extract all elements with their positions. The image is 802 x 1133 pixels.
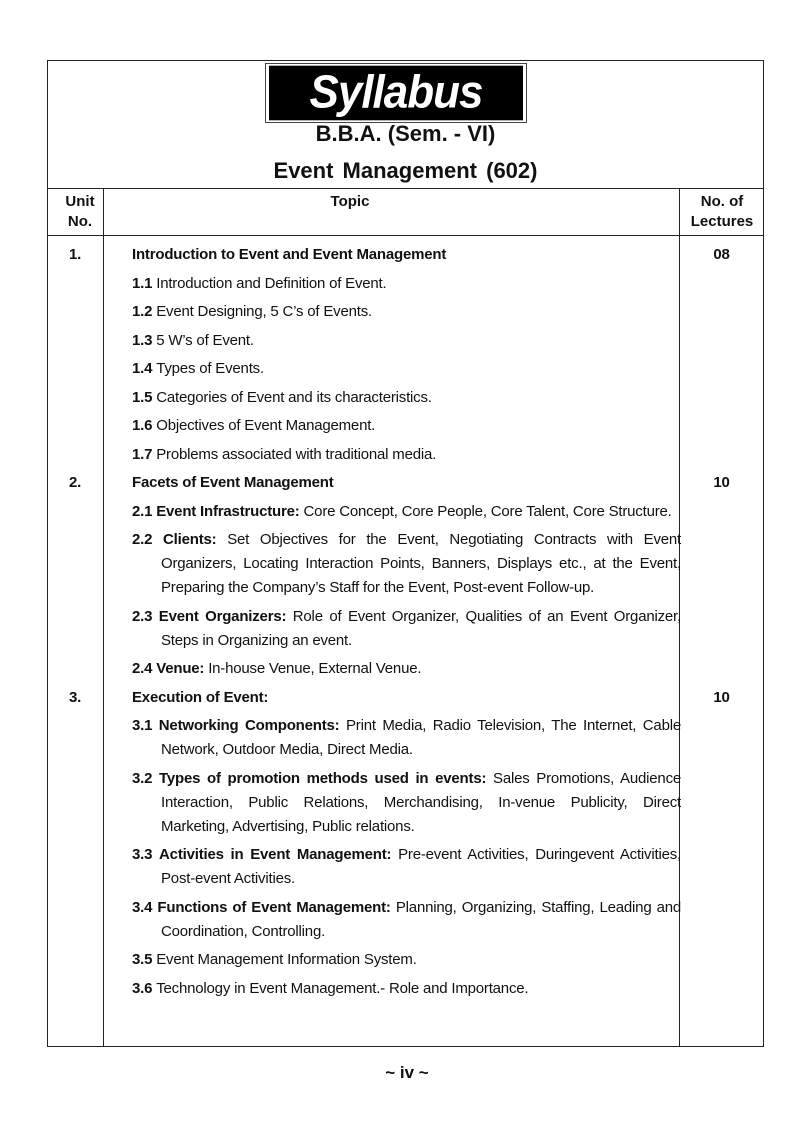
unit-title: Facets of Event Management [132,474,334,491]
item-title: Types of promotion methods used in events: [159,769,487,787]
item-text: In-house Venue, External Venue. [208,660,422,677]
divider [47,235,764,236]
item-text: Core Concept, Core People, Core Talent, Core Structure. [303,502,672,520]
item-text: Problems associated with traditional media. [156,445,437,463]
item-title: Event Infrastructure: [156,502,300,520]
syllabus-table-body [47,243,764,1001]
topic-item [132,657,681,681]
item-text: Sales Promotions, Audience Interaction, Public Relations, Merchandising, In-venue Publicity, Direct Marketing, Advertising, Public relations. [161,769,682,835]
divider [47,188,764,189]
item-number: 1.6 [132,417,153,434]
item-number: 3.1 [132,717,153,734]
topic-item [132,329,681,353]
item-number: 1.1 [132,274,153,292]
item-number: 3.4 [132,898,153,916]
header-topic: Topic [330,193,370,210]
item-text: Planning, Organizing, Staffing, Leading and Coordination, Controlling. [161,898,682,940]
unit-title: Introduction to Event and Event Management [132,246,447,263]
topic-item [132,414,681,438]
item-text: Categories of Event and its characteristics. [156,388,432,406]
item-title: Clients: [163,531,217,548]
item-number: 3.2 [132,769,153,787]
topic-item [132,443,681,467]
topic-item [132,896,681,944]
item-title: Event Organizers: [158,607,287,625]
unit-number: 3. [68,688,82,706]
item-number: 1.4 [132,360,153,377]
item-number: 2.2 [132,531,153,548]
topic-item [132,386,681,410]
topic-item [132,272,681,296]
unit-row [47,686,764,1001]
header-unit: Unit No. [65,193,95,230]
item-text: Objectives of Event Management. [156,417,376,434]
unit-title: Execution of Event: [132,688,269,706]
item-number: 1.2 [132,303,153,320]
item-text: Event Designing, 5 C’s of Events. [156,303,372,320]
topic-item [132,300,681,324]
unit-row [47,471,764,681]
item-number: 2.1 [132,502,153,520]
item-number: 1.5 [132,388,153,406]
topic-item [132,528,681,600]
item-title: Activities in Event Management: [159,846,392,863]
topic-item [132,977,681,1001]
unit-number: 1. [68,246,82,263]
item-text: Event Management Information System. [156,951,417,968]
header-lectures: No. of Lectures [690,193,754,230]
item-number: 1.7 [132,445,153,463]
course-title: B.B.A. (Sem. - VI) [315,121,496,146]
item-number: 2.4 [132,660,153,677]
lecture-count: 10 [713,474,730,491]
subject-title: Event Management (602) [273,158,538,183]
item-title: Functions of Event Management: [157,898,391,916]
item-text: Introduction and Definition of Event. [156,274,387,292]
page-number: ~ iv ~ [385,1063,429,1082]
lecture-count: 08 [713,246,730,263]
item-title: Venue: [156,660,205,677]
item-text: Technology in Event Management.- Role and Importance. [156,979,529,997]
unit-number: 2. [68,474,82,491]
topic-item [132,357,681,381]
topic-item [132,843,681,891]
item-number: 3.5 [132,951,153,968]
item-number: 2.3 [132,607,153,625]
item-number: 3.6 [132,979,153,997]
topic-item [132,500,681,524]
syllabus-logo: Syllabus [265,63,527,123]
item-text: Role of Event Organizer, Qualities of an Event Organizer, Steps in Organizing an event. [161,607,681,649]
topic-item [132,714,681,762]
item-number: 1.3 [132,331,153,349]
topic-item [132,767,681,839]
item-text: Print Media, Radio Television, The Internet, Cable Network, Outdoor Media, Direct Media. [161,717,681,758]
item-text: Pre-event Activities, Duringevent Activities, Post-event Activities. [161,846,681,887]
unit-row [47,243,764,467]
item-title: Networking Components: [158,717,340,734]
topic-item [132,948,681,972]
item-text: 5 W’s of Event. [156,331,254,349]
item-text: Set Objectives for the Event, Negotiating Contracts with Event Organizers, Locating Interaction Points, Banners, Displays etc., at the Event, Preparing the Company’s Staff for the Event, Post-event Follow-up. [161,531,681,596]
topic-item [132,605,681,653]
item-text: Types of Events. [156,360,264,377]
item-number: 3.3 [132,846,153,863]
lecture-count: 10 [713,688,730,706]
